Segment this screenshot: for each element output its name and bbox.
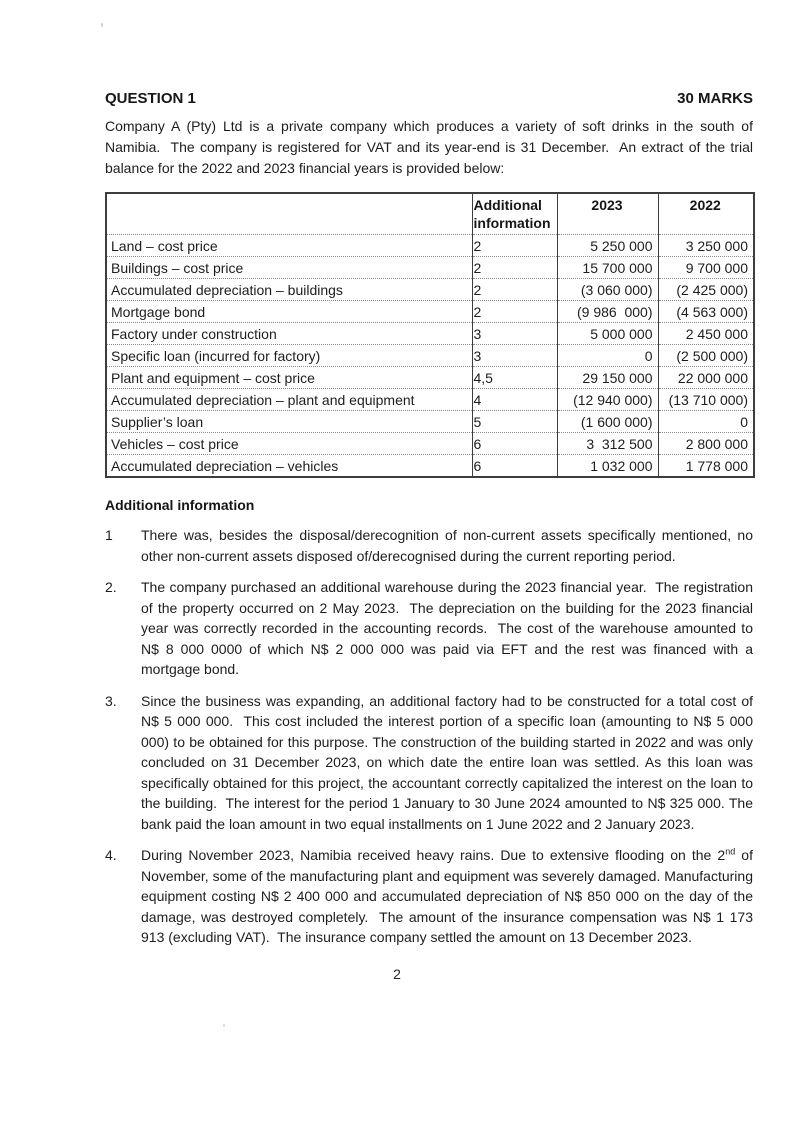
row-2022-cell: 9 700 000	[658, 257, 754, 279]
row-info-cell: 4	[472, 389, 557, 411]
list-item-text: The company purchased an additional warehouse during the 2023 financial year. The registration of the property occurred on 2 May 2023. The depreciation on the building for the 2023 financial year was correctly recorded in the accounting records. The cost of the warehouse amounted to N$ 8 000 0000 of which N$ 2 000 000 was paid via EFT and the rest was financed with a mortgage bond.	[141, 579, 757, 677]
row-label-cell: Accumulated depreciation – buildings	[106, 279, 472, 301]
row-2023-cell: 5 000 000	[557, 323, 658, 345]
scan-artifact-dot	[101, 23, 103, 27]
table-row	[106, 257, 754, 279]
row-label-cell: Vehicles – cost price	[106, 433, 472, 455]
table-row	[106, 323, 754, 345]
column-header-blank	[106, 193, 472, 235]
list-item-number: 1	[105, 527, 113, 543]
row-label-cell: Mortgage bond	[106, 301, 472, 323]
table-row	[106, 279, 754, 301]
row-2022-cell: 2 450 000	[658, 323, 754, 345]
list-item-text: During November 2023, Namibia received heavy rains. Due to extensive flooding on the 2nd of November, some of the manufacturing plant and equipment was severely damaged. Manufacturing equipment costing N$ 2 400 000 and accumulated depreciation of N$ 850 000 on the day of the damage, was destroyed completely. The amount of the insurance compensation was N$ 1 173 913 (excluding VAT). The insurance company settled the amount on 13 December 2023.	[141, 846, 757, 945]
question-header	[105, 90, 753, 107]
row-label-cell: Plant and equipment – cost price	[106, 367, 472, 389]
row-info-cell: 4,5	[472, 367, 557, 389]
scan-artifact-dot	[223, 1024, 225, 1027]
list-item-text: There was, besides the disposal/derecognition of non-current assets specifically mentioned, no other non-current assets disposed of/derecognised during the current reporting period.	[141, 527, 757, 564]
row-2022-cell: (4 563 000)	[658, 301, 754, 323]
row-2022-cell: (13 710 000)	[658, 389, 754, 411]
ordinal-superscript: nd	[725, 846, 736, 857]
row-2023-cell: 29 150 000	[557, 367, 658, 389]
row-info-cell: 2	[472, 235, 557, 257]
page-number: 2	[393, 966, 401, 982]
row-info-cell: 6	[472, 433, 557, 455]
row-info-cell: 2	[472, 279, 557, 301]
row-label-cell: Specific loan (incurred for factory)	[106, 345, 472, 367]
table-row	[106, 301, 754, 323]
row-2023-cell: 5 250 000	[557, 235, 658, 257]
row-label-cell: Factory under construction	[106, 323, 472, 345]
row-info-cell: 2	[472, 301, 557, 323]
column-header-2023: 2023	[557, 193, 658, 235]
row-2022-cell: (2 425 000)	[658, 279, 754, 301]
column-header-additional-info: Additional information	[472, 193, 557, 235]
row-info-cell: 5	[472, 411, 557, 433]
table-row	[106, 411, 754, 433]
row-info-cell: 2	[472, 257, 557, 279]
list-item	[105, 691, 757, 835]
table-row	[106, 345, 754, 367]
additional-info-list	[105, 525, 757, 948]
list-item	[105, 845, 757, 948]
marks-label: 30 MARKS	[677, 90, 753, 107]
row-label-cell: Accumulated depreciation – plant and equipment	[106, 389, 472, 411]
row-2023-cell: 1 032 000	[557, 455, 658, 478]
row-2023-cell: 15 700 000	[557, 257, 658, 279]
row-2022-cell: 3 250 000	[658, 235, 754, 257]
row-label-cell: Supplier’s loan	[106, 411, 472, 433]
row-2023-cell: 0	[557, 345, 658, 367]
row-info-cell: 6	[472, 455, 557, 478]
row-2022-cell: 22 000 000	[658, 367, 754, 389]
row-2022-cell: (2 500 000)	[658, 345, 754, 367]
trial-balance-table	[105, 192, 755, 478]
additional-information-heading: Additional information	[105, 497, 255, 513]
table-row	[106, 235, 754, 257]
row-2023-cell: (9 986 000)	[557, 301, 658, 323]
question-content	[105, 90, 757, 959]
question-title: QUESTION 1	[105, 90, 196, 107]
row-label-cell: Land – cost price	[106, 235, 472, 257]
table-header	[106, 193, 754, 235]
list-item	[105, 525, 757, 566]
list-item	[105, 577, 757, 680]
row-label-cell: Accumulated depreciation – vehicles	[106, 455, 472, 478]
row-2023-cell: 3 312 500	[557, 433, 658, 455]
row-2022-cell: 0	[658, 411, 754, 433]
row-2023-cell: (12 940 000)	[557, 389, 658, 411]
row-label-cell: Buildings – cost price	[106, 257, 472, 279]
table-row	[106, 367, 754, 389]
intro-paragraph: Company A (Pty) Ltd is a private company which produces a variety of soft drinks in the south of Namibia. The company is registered for VAT and its year-end is 31 December. An extract of the trial balance for the 2022 and 2023 financial years is provided below:	[105, 118, 757, 176]
table-row	[106, 389, 754, 411]
row-info-cell: 3	[472, 345, 557, 367]
list-item-number: 4.	[105, 847, 117, 863]
list-item-number: 3.	[105, 692, 117, 709]
list-item-text: Since the business was expanding, an additional factory had to be constructed for a total cost of N$ 5 000 000. This cost included the interest portion of a specific loan (amounting to N$ 5 000 000) to be obtained for this purpose. The construction of the building started in 2022 and was only concluded on 31 December 2023, on which date the entire loan was settled. As this loan was specifically obtained for this project, the accountant correctly capitalized the interest on the loan to the building. The interest for the period 1 January to 30 June 2024 amounted to N$ 325 000. The bank paid the loan amount in two equal installments on 1 June 2022 and 2 January 2023.	[141, 692, 757, 832]
table-row	[106, 455, 754, 478]
column-header-2022: 2022	[658, 193, 754, 235]
row-2022-cell: 1 778 000	[658, 455, 754, 478]
row-2023-cell: (3 060 000)	[557, 279, 658, 301]
row-info-cell: 3	[472, 323, 557, 345]
row-2022-cell: 2 800 000	[658, 433, 754, 455]
table-header-row	[106, 193, 754, 235]
row-2023-cell: (1 600 000)	[557, 411, 658, 433]
list-item-number: 2.	[105, 579, 117, 595]
trial-balance-body	[106, 235, 754, 478]
table-row	[106, 433, 754, 455]
